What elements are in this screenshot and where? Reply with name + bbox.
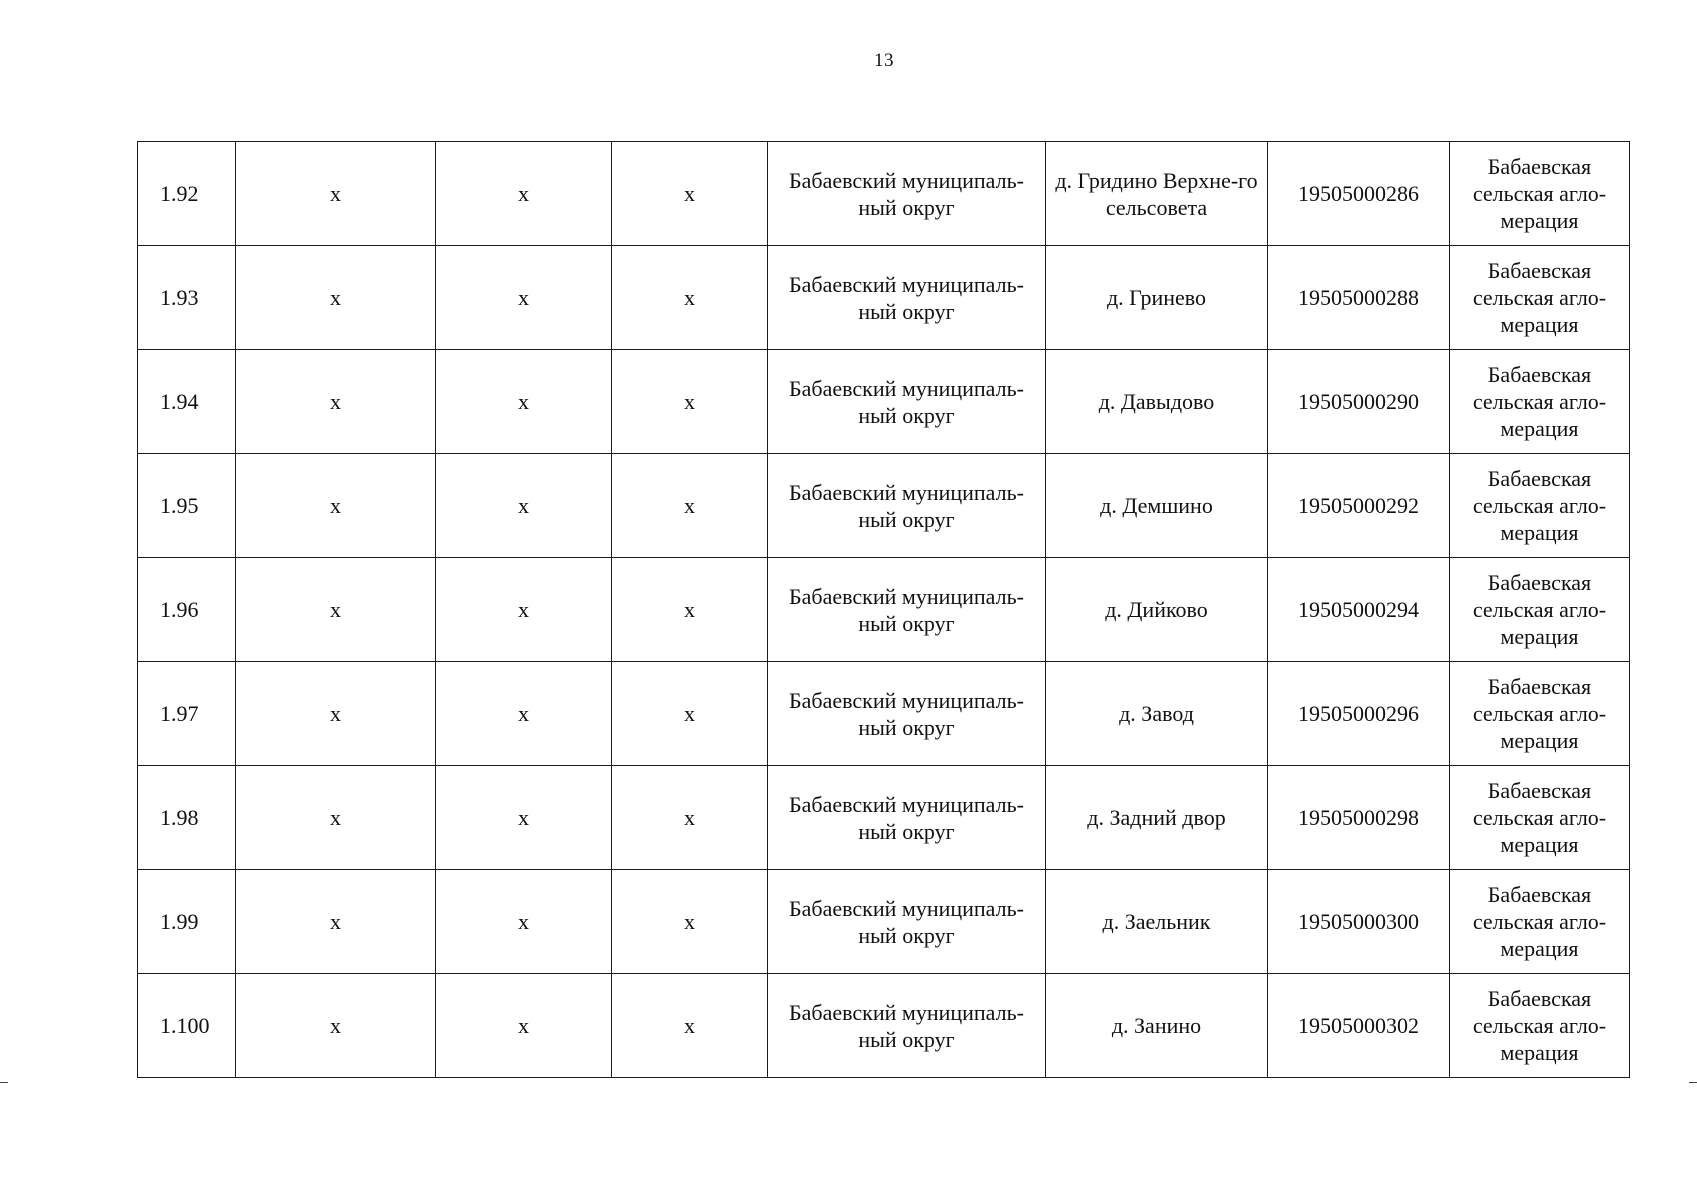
row-number-cell: 1.100 — [138, 974, 236, 1078]
column-2-cell: x — [236, 766, 436, 870]
column-2-cell: x — [236, 454, 436, 558]
row-number-cell: 1.99 — [138, 870, 236, 974]
table-row — [138, 766, 1630, 870]
column-2-cell: x — [236, 246, 436, 350]
district-cell: Бабаевский муниципаль-ный округ — [768, 454, 1046, 558]
column-2-cell: x — [236, 558, 436, 662]
district-cell: Бабаевский муниципаль-ный округ — [768, 350, 1046, 454]
code-cell: 19505000300 — [1268, 870, 1450, 974]
district-cell: Бабаевский муниципаль-ный округ — [768, 142, 1046, 246]
column-4-cell: x — [612, 766, 768, 870]
page-number: 13 — [874, 50, 894, 71]
column-3-cell: x — [436, 870, 612, 974]
code-cell: 19505000296 — [1268, 662, 1450, 766]
code-cell: 19505000294 — [1268, 558, 1450, 662]
table-row — [138, 350, 1630, 454]
table-body — [138, 142, 1630, 1078]
district-cell: Бабаевский муниципаль-ный округ — [768, 870, 1046, 974]
settlement-cell: д. Гридино Верхне-го сельсовета — [1046, 142, 1268, 246]
district-cell: Бабаевский муниципаль-ный округ — [768, 662, 1046, 766]
column-3-cell: x — [436, 766, 612, 870]
column-3-cell: x — [436, 142, 612, 246]
table-row — [138, 662, 1630, 766]
agglomeration-cell: Бабаевская сельская агло-мерация — [1450, 246, 1630, 350]
district-cell: Бабаевский муниципаль-ный округ — [768, 766, 1046, 870]
code-cell: 19505000286 — [1268, 142, 1450, 246]
table-row — [138, 454, 1630, 558]
column-4-cell: x — [612, 974, 768, 1078]
district-cell: Бабаевский муниципаль-ный округ — [768, 246, 1046, 350]
settlement-cell: д. Давыдово — [1046, 350, 1268, 454]
row-number-cell: 1.96 — [138, 558, 236, 662]
left-edge-mark — [0, 1082, 8, 1083]
column-2-cell: x — [236, 662, 436, 766]
row-number-cell: 1.93 — [138, 246, 236, 350]
column-2-cell: x — [236, 142, 436, 246]
right-edge-mark — [1689, 1082, 1697, 1083]
column-3-cell: x — [436, 454, 612, 558]
code-cell: 19505000292 — [1268, 454, 1450, 558]
settlement-cell: д. Дийково — [1046, 558, 1268, 662]
settlement-cell: д. Занино — [1046, 974, 1268, 1078]
column-3-cell: x — [436, 350, 612, 454]
row-number-cell: 1.97 — [138, 662, 236, 766]
column-2-cell: x — [236, 870, 436, 974]
code-cell: 19505000288 — [1268, 246, 1450, 350]
district-cell: Бабаевский муниципаль-ный округ — [768, 558, 1046, 662]
code-cell: 19505000290 — [1268, 350, 1450, 454]
column-4-cell: x — [612, 662, 768, 766]
column-4-cell: x — [612, 350, 768, 454]
settlements-table — [137, 141, 1630, 1078]
settlement-cell: д. Гринево — [1046, 246, 1268, 350]
settlement-cell: д. Заельник — [1046, 870, 1268, 974]
table-row — [138, 974, 1630, 1078]
district-cell: Бабаевский муниципаль-ный округ — [768, 974, 1046, 1078]
column-3-cell: x — [436, 662, 612, 766]
agglomeration-cell: Бабаевская сельская агло-мерация — [1450, 974, 1630, 1078]
column-4-cell: x — [612, 142, 768, 246]
row-number-cell: 1.92 — [138, 142, 236, 246]
code-cell: 19505000298 — [1268, 766, 1450, 870]
row-number-cell: 1.98 — [138, 766, 236, 870]
agglomeration-cell: Бабаевская сельская агло-мерация — [1450, 558, 1630, 662]
settlement-cell: д. Демшино — [1046, 454, 1268, 558]
code-cell: 19505000302 — [1268, 974, 1450, 1078]
column-3-cell: x — [436, 558, 612, 662]
settlement-cell: д. Завод — [1046, 662, 1268, 766]
agglomeration-cell: Бабаевская сельская агло-мерация — [1450, 142, 1630, 246]
row-number-cell: 1.95 — [138, 454, 236, 558]
row-number-cell: 1.94 — [138, 350, 236, 454]
agglomeration-cell: Бабаевская сельская агло-мерация — [1450, 662, 1630, 766]
table-row — [138, 870, 1630, 974]
column-2-cell: x — [236, 974, 436, 1078]
agglomeration-cell: Бабаевская сельская агло-мерация — [1450, 454, 1630, 558]
column-3-cell: x — [436, 974, 612, 1078]
table-row — [138, 246, 1630, 350]
column-4-cell: x — [612, 454, 768, 558]
settlement-cell: д. Задний двор — [1046, 766, 1268, 870]
table-row — [138, 142, 1630, 246]
column-4-cell: x — [612, 246, 768, 350]
agglomeration-cell: Бабаевская сельская агло-мерация — [1450, 870, 1630, 974]
column-2-cell: x — [236, 350, 436, 454]
agglomeration-cell: Бабаевская сельская агло-мерация — [1450, 350, 1630, 454]
agglomeration-cell: Бабаевская сельская агло-мерация — [1450, 766, 1630, 870]
column-3-cell: x — [436, 246, 612, 350]
column-4-cell: x — [612, 558, 768, 662]
table-row — [138, 558, 1630, 662]
column-4-cell: x — [612, 870, 768, 974]
